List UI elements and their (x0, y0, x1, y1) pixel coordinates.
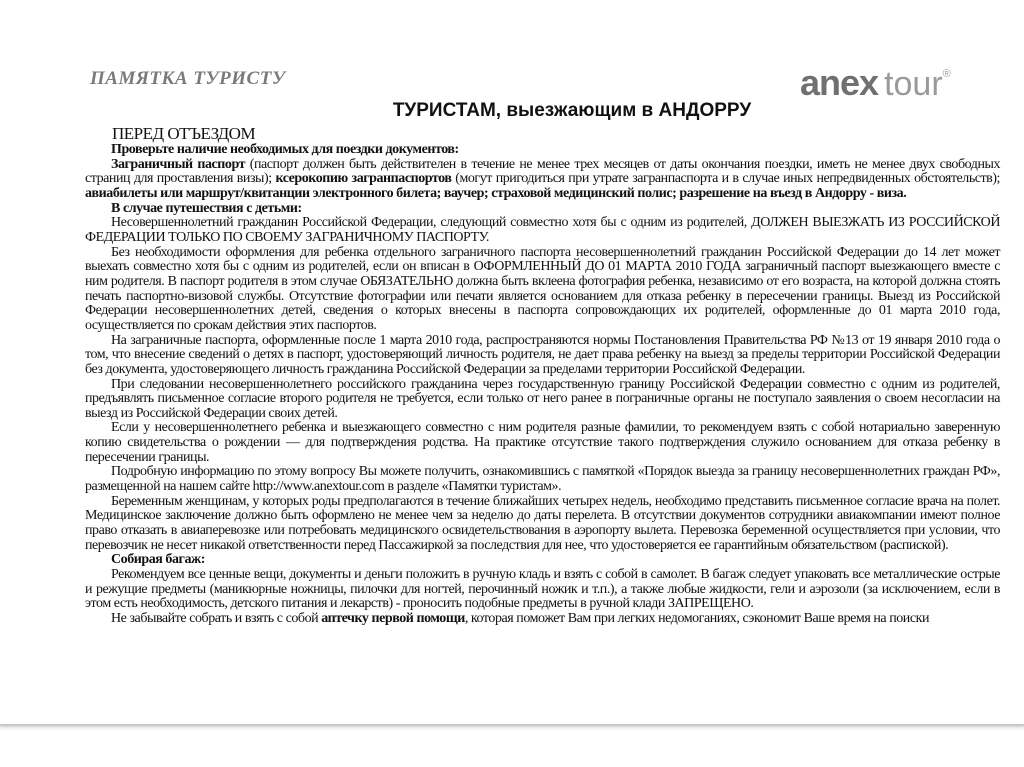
bold-text: аптечку первой помощи (321, 611, 465, 626)
paragraph (85, 568, 1000, 612)
text: При следовании несовершеннолетнего российского гражданина через государственную границу Российской Федерации совместно с одним из родителей, предъявлять письменное согласие второго родителя не требуется, если только от него ранее в пограничные органы не поступало заявления о своем несогласии на выезд из Российской Федерации своих детей. (85, 376, 1000, 421)
text: Беременным женщинам, у которых роды предполагаются в течение ближайших четырех недель, необходимо представить письменное согласие врача на полет. Медицинское заключение должно быть оформлено не менее чем за неделю до даты перелета. В отсутствии документов сотрудники авиакомпании имеют полное право отказать в авиаперевозке или потребовать медицинского освидетельствования в аэропорту вылета. Перевозка беременной осуществляется при условии, что перевозчик не несет никакой ответственности перед Пассажиркой за последствия для нее, что удостоверяется ее гарантийным обязательством (распиской). (85, 493, 1000, 553)
bold-text: В случае путешествия с детьми: (111, 200, 302, 216)
anex-tour-logo (800, 62, 951, 104)
paragraph (85, 465, 1000, 494)
paragraph (85, 334, 1000, 378)
document-body (85, 143, 1000, 627)
bold-text: авиабилеты или маршрут/квитанции электронного билета; ваучер; страховой медицинский полис; разрешение на въезд в Андорру - виза. (85, 185, 907, 201)
paragraph (85, 158, 1000, 202)
text: Не забывайте собрать и взять с собой (111, 611, 322, 626)
text: Подробную информацию по этому вопросу Вы можете получить, ознакомившись с памяткой «Порядок выезда за границу несовершеннолетних граждан РФ», размещенной на нашем сайте http://www.anextour.com в разделе «Памятки туристам». (85, 464, 1000, 495)
paragraph (85, 216, 1000, 245)
section-heading: ПЕРЕД ОТЪЕЗДОМ (112, 124, 256, 143)
bold-text: Собирая багаж: (111, 552, 205, 568)
text: Если у несовершеннолетнего ребенка и выезжающего совместно с ним родителя разные фамилии, то рекомендуем взять с собой нотариально заверенную копию свидетельства о рождении — для подтверждения родства. На практике отсутствие такого подтверждения служило основанием для отказа ребенку в пересечении границы. (85, 420, 1000, 465)
document-title: ТУРИСТАМ, выезжающим в АНДОРРУ (392, 100, 752, 121)
logo-suffix: tour (884, 65, 943, 103)
text: (могут пригодиться при утрате загранпаспорта и в случае иных непредвиденных обстоятельств); (451, 171, 1000, 187)
logo-brand: anex (800, 62, 879, 103)
paragraph (85, 495, 1000, 554)
bold-text: Заграничный паспорт (111, 156, 246, 172)
text: На заграничные паспорта, оформленные после 1 марта 2010 года, распространяются нормы Постановления Правительства РФ №13 от 19 января 2010 года о том, что внесение сведений о детях в паспорт, удостоверяющий личность родителя, не дает права ребенку на выезд за пределы территории Российской Федерации без документа, удостоверяющего личность гражданина Российской Федерации за пределами территории Российской Федерации. (85, 332, 1000, 377)
paragraph (85, 378, 1000, 422)
paragraph (85, 553, 1000, 568)
bold-text: Проверьте наличие необходимых для поездки документов: (111, 142, 459, 157)
bold-text: ксерокопию загранпаспортов (275, 171, 452, 187)
text: Рекомендуем все ценные вещи, документы и деньги положить в ручную кладь и взять с собой в самолет. В багаж следует упаковать все металлические острые и режущие предметы (маникюрные ножницы, пилочки для ногтей, перочинный ножик и т.п.), а также любые жидкости, гели и аэрозоли (за исключением, если в этом есть необходимость, детского питания и лекарств) - проносить подобные предметы в ручной клади ЗАПРЕЩЕНО. (85, 567, 1000, 612)
text: Без необходимости оформления для ребенка отдельного заграничного паспорта несовершеннолетний гражданин Российской Федерации до 14 лет может выехать совместно хотя бы с одним из родителей, если он вписан в ОФОРМЛЕННЫЙ ДО 01 МАРТА 2010 ГОДА заграничный паспорт выезжающего вместе с ним родителя. В паспорт родителя в этом случае ОБЯЗАТЕЛЬНО должна быть вклеена фотография ребенка, независимо от его возраста, на которой должна стоять печать паспортно-визовой службы. Отсутствие фотографии или печати является основанием для отказа ребенку в пересечении границы. Выезд из Российской Федерации несовершеннолетних детей, сведения о которых внесены в паспорта сопровождающих их родителей, оформленные до 01 марта 2010 года, осуществляется по срокам действия этих паспортов. (85, 244, 1000, 333)
paragraph (85, 421, 1000, 465)
text: (паспорт должен быть действителен в течение не менее трех месяцев от даты окончания поездки, иметь не менее двух свободных страниц для проставления визы); (85, 156, 1000, 187)
memo-label: ПАМЯТКА ТУРИСТУ (90, 68, 286, 89)
paragraph (85, 612, 1000, 627)
text: , которая поможет Вам при легких недомоганиях, сэкономит Ваше время на поиски (464, 611, 930, 626)
paragraph (85, 246, 1000, 334)
paragraph (85, 143, 1000, 158)
text: Несовершеннолетний гражданин Российской Федерации, следующий совместно хотя бы с одним из родителей, ДОЛЖЕН ВЫЕЗЖАТЬ ИЗ РОССИЙСКОЙ ФЕДЕРАЦИИ ТОЛЬКО ПО СВОЕМУ ЗАГРАНИЧНОМУ ПАСПОРТУ. (85, 215, 1000, 245)
registered-mark: ® (942, 68, 951, 80)
